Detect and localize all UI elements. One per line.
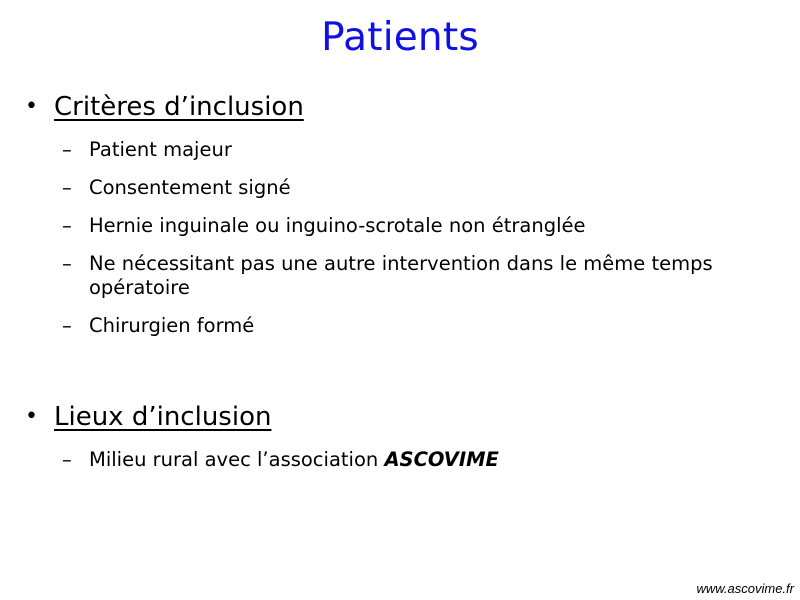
list-item	[0, 214, 800, 238]
dash-icon: –	[62, 138, 72, 161]
list-item-text: Chirurgien formé	[89, 314, 255, 337]
list-item-text: Milieu rural avec l’association	[89, 448, 385, 471]
section-criteres-inclusion	[0, 90, 800, 338]
dash-icon: –	[62, 252, 72, 275]
list-item	[0, 314, 800, 338]
criteria-list	[0, 138, 800, 338]
list-item	[0, 138, 800, 162]
list-item-text: Ne nécessitant pas une autre intervention dans le même temps opératoire	[89, 252, 713, 299]
bullet-icon: •	[25, 404, 38, 429]
footer-url: www.ascovime.fr	[696, 581, 794, 596]
dash-icon: –	[62, 214, 72, 237]
list-item-text: Consentement signé	[89, 176, 291, 199]
slide-title: Patients	[321, 15, 479, 60]
bullet-row	[0, 90, 800, 124]
list-item-text: Hernie inguinale ou inguino-scrotale non étranglée	[89, 214, 586, 237]
list-item	[0, 176, 800, 200]
association-name: ASCOVIME	[384, 448, 499, 471]
locations-list	[0, 448, 800, 472]
list-item-text: Patient majeur	[89, 138, 232, 161]
section-heading: Critères d’inclusion	[54, 92, 304, 122]
bullet-row	[0, 400, 800, 434]
dash-icon: –	[62, 448, 72, 471]
section-heading: Lieux d’inclusion	[54, 402, 272, 432]
list-item	[0, 448, 800, 472]
dash-icon: –	[62, 176, 72, 199]
dash-icon: –	[62, 314, 72, 337]
bullet-icon: •	[25, 94, 38, 119]
list-item	[0, 252, 800, 300]
section-lieux-inclusion	[0, 400, 800, 472]
